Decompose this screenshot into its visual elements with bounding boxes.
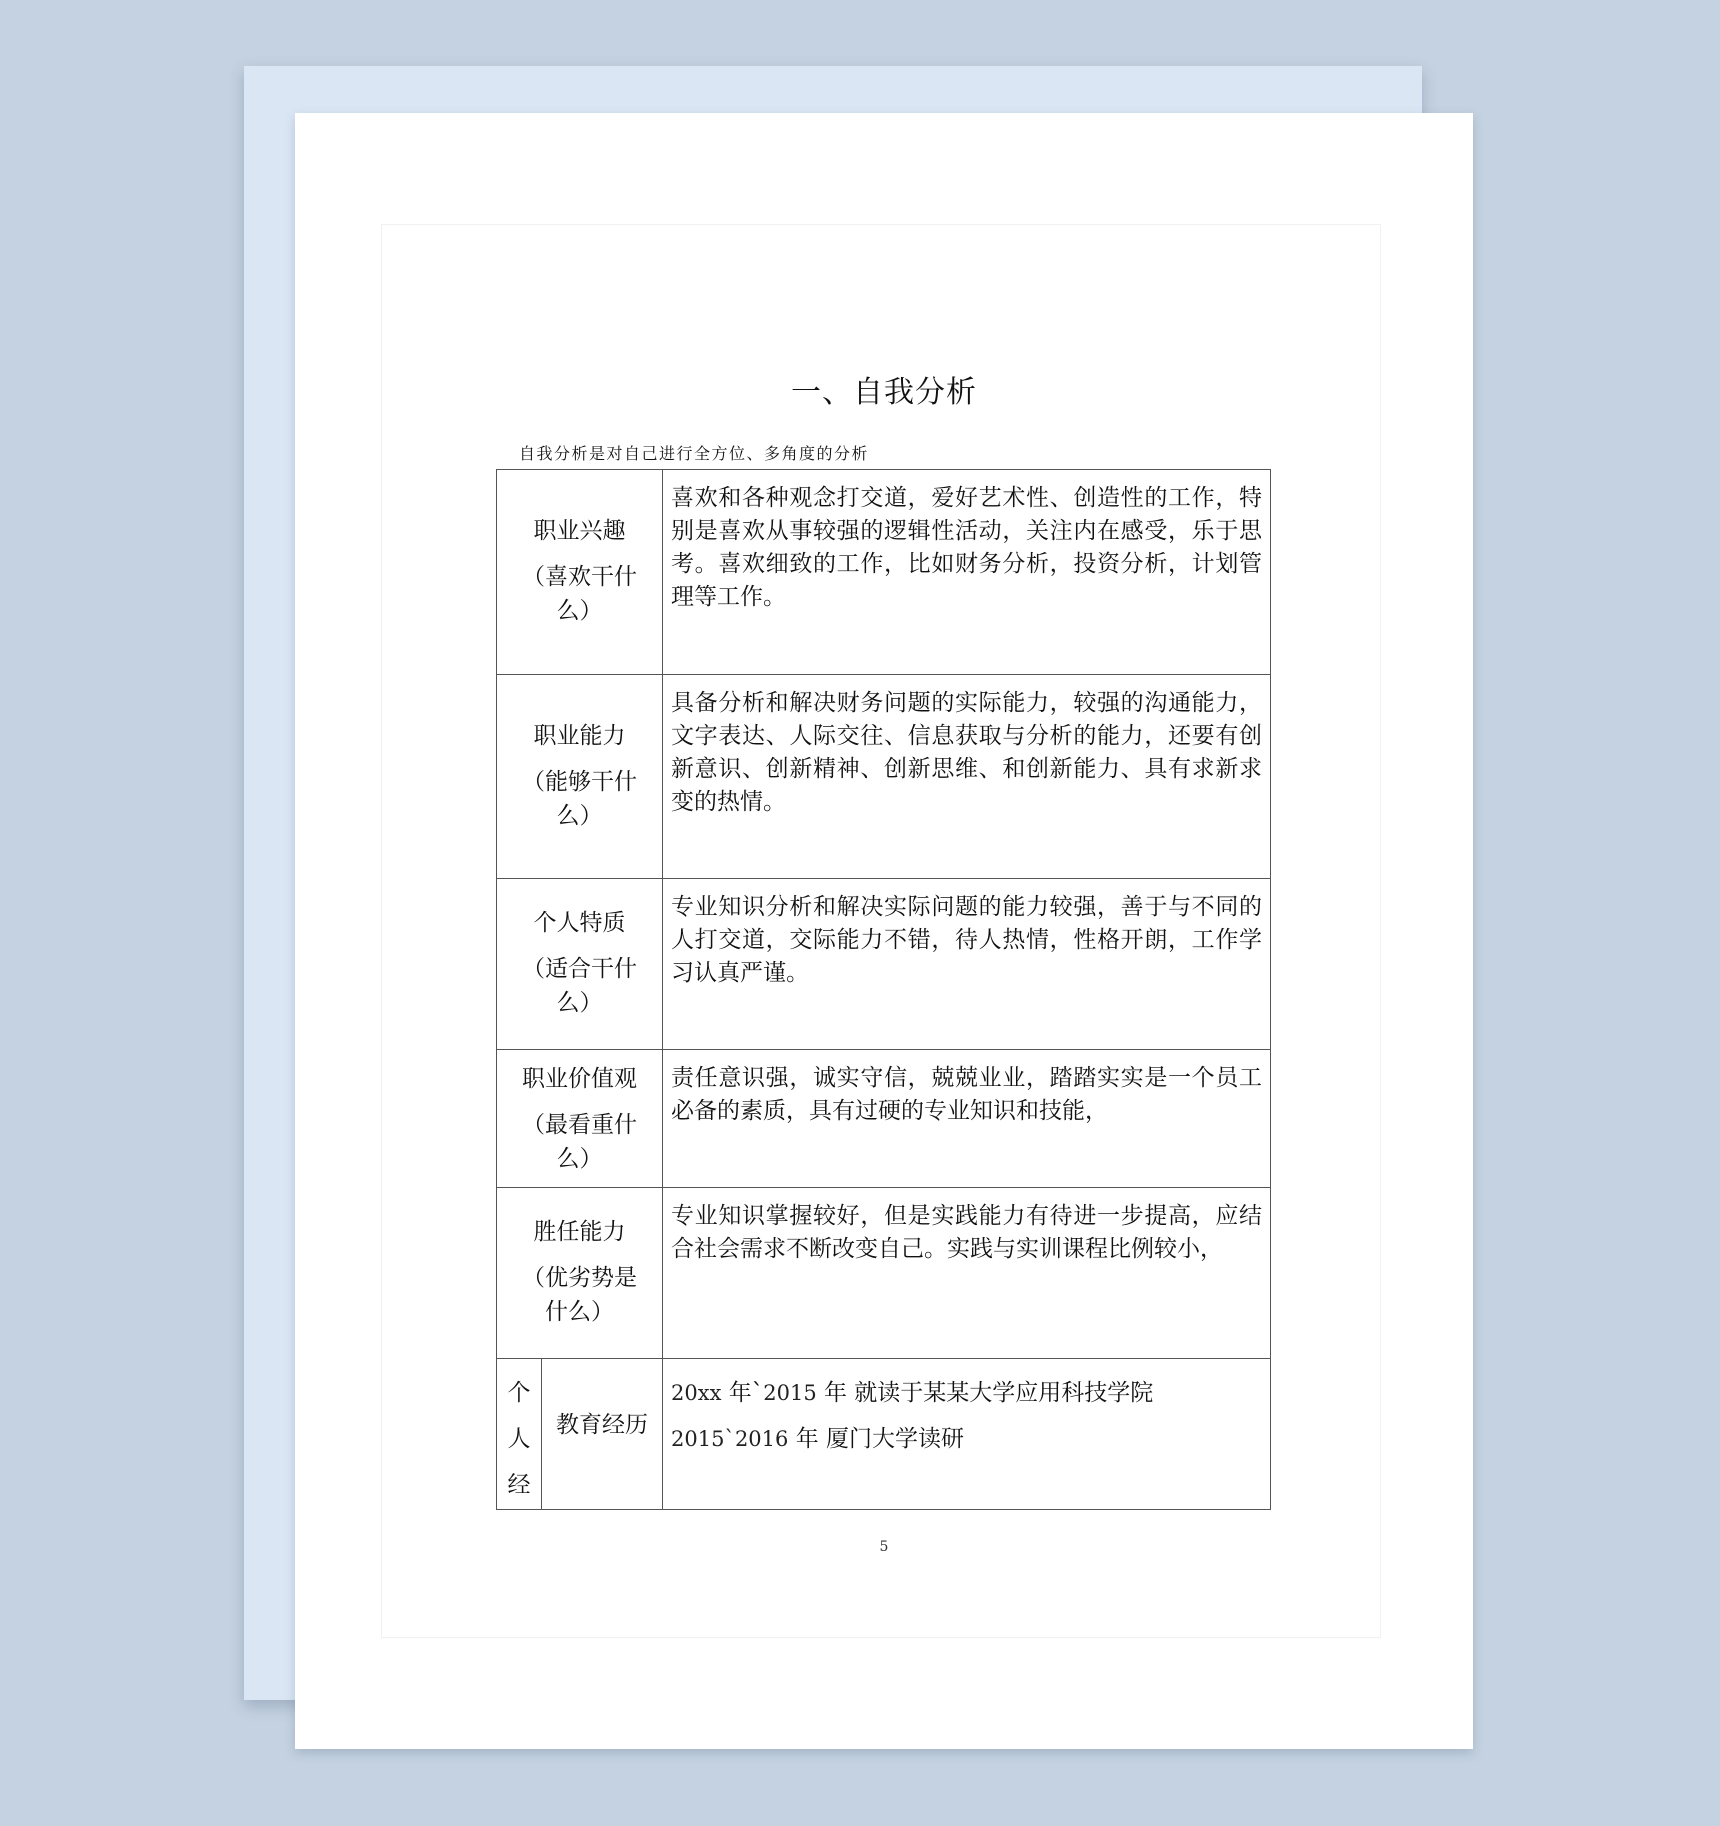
row-label-cell <box>497 1188 663 1359</box>
row-content: 具备分析和解决财务问题的实际能力，较强的沟通能力，文字表达、人际交往、信息获取与分析的能力，还要有创新意识、创新精神、创新思维、和创新能力、具有求新求变的热情。 <box>663 675 1271 879</box>
row-label-cell <box>497 470 663 675</box>
row-sublabel: （能够干什么） <box>522 769 637 829</box>
education-year: 20xx <box>671 1381 722 1405</box>
table-row <box>497 879 1271 1050</box>
table-row <box>497 675 1271 879</box>
row-sublabel: （最看重什么） <box>522 1112 637 1172</box>
table-row-experience <box>497 1359 1271 1510</box>
self-analysis-table <box>496 469 1271 1510</box>
table-row <box>497 470 1271 675</box>
row-content: 专业知识掌握较好，但是实践能力有待进一步提高，应结合社会需求不断改变自己。实践与实训课程比例较小， <box>663 1188 1271 1359</box>
education-year: 2015`2016 <box>671 1427 789 1451</box>
row-content: 专业知识分析和解决实际问题的能力较强，善于与不同的人打交道，交际能力不错，待人热情，性格开朗，工作学习认真严谨。 <box>663 879 1271 1050</box>
education-label: 教育经历 <box>542 1359 663 1510</box>
education-content <box>663 1359 1271 1510</box>
document-subtitle: 自我分析是对自己进行全方位、多角度的分析 <box>519 444 870 463</box>
table-row <box>497 1188 1271 1359</box>
row-label: 个人特质 <box>533 910 626 936</box>
section-char: 个 <box>507 1380 531 1406</box>
row-content: 喜欢和各种观念打交道，爱好艺术性、创造性的工作，特别是喜欢从事较强的逻辑性活动，关注内在感受，乐于思考。喜欢细致的工作，比如财务分析，投资分析，计划管理等工作。 <box>663 470 1271 675</box>
row-label: 职业能力 <box>533 723 626 749</box>
row-sublabel: （适合干什么） <box>522 956 637 1016</box>
document-title: 一、自我分析 <box>791 375 977 410</box>
row-label-cell <box>497 879 663 1050</box>
education-line <box>671 1370 1262 1416</box>
education-text: 年` <box>728 1380 764 1406</box>
row-sublabel: （优劣势是什么） <box>522 1265 637 1325</box>
row-content: 责任意识强，诚实守信，兢兢业业，踏踏实实是一个员工必备的素质，具有过硬的专业知识和技能， <box>663 1050 1271 1188</box>
row-label: 胜任能力 <box>533 1219 626 1245</box>
table-row <box>497 1050 1271 1188</box>
education-text: 年 厦门大学读研 <box>795 1426 965 1452</box>
row-label: 职业价值观 <box>522 1066 637 1092</box>
section-char: 经 <box>507 1472 531 1498</box>
row-label-cell <box>497 1050 663 1188</box>
education-line <box>671 1416 1262 1462</box>
row-sublabel: （喜欢干什么） <box>522 564 637 624</box>
page-number: 5 <box>879 1539 889 1555</box>
education-text: 年 就读于某某大学应用科技学院 <box>824 1380 1154 1406</box>
section-char: 人 <box>507 1426 531 1452</box>
row-label: 职业兴趣 <box>533 518 626 544</box>
row-label-cell <box>497 675 663 879</box>
education-year: 2015 <box>763 1381 817 1405</box>
document-page <box>295 113 1473 1749</box>
experience-section-label <box>497 1359 542 1510</box>
